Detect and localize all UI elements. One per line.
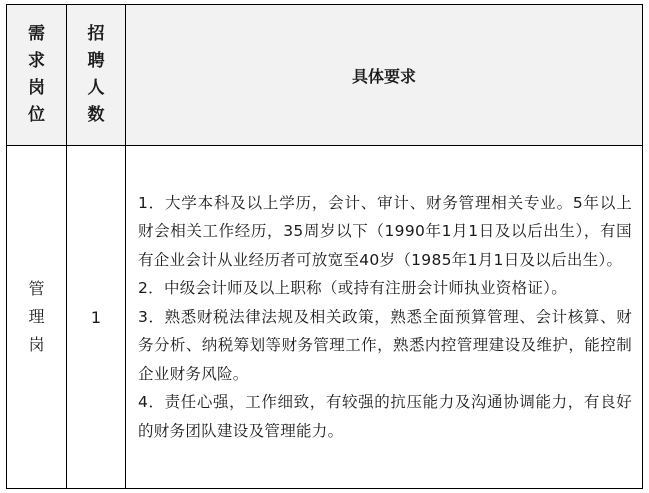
cell-position [7, 146, 67, 489]
requirement-item-4: 4．责任心强，工作细致，有较强的抗压能力及沟通协调能力，有良好的财务团队建设及管理能力。 [138, 393, 632, 440]
table-row [7, 146, 643, 489]
recruitment-requirements-table [6, 4, 643, 489]
requirements-list [126, 183, 642, 452]
header-position-label: 需求岗位 [28, 24, 45, 125]
header-cell-position [7, 5, 67, 146]
cell-requirements [126, 146, 643, 489]
cell-headcount [67, 146, 126, 489]
header-requirements-label: 具体要求 [351, 66, 416, 86]
header-cell-requirements [126, 5, 643, 146]
requirement-item-1: 1．大学本科及以上学历，会计、审计、财务管理相关专业。5年以上财会相关工作经历，35周岁以下（1990年1月1日及以后出生），有国有企业会计从业经历者可放宽至40岁（1985年1月1日及以后出生）。 [138, 193, 632, 269]
requirement-item-3: 3．熟悉财税法律法规及相关政策，熟悉全面预算管理、会计核算、财务分析、纳税筹划等财务管理工作，熟悉内控管理建设及维护，能控制企业财务风险。 [138, 307, 632, 383]
header-cell-headcount [67, 5, 126, 146]
headcount-value: 1 [90, 307, 102, 327]
table-header-row [7, 5, 643, 146]
requirement-item-2: 2．中级会计师及以上职称（或持有注册会计师执业资格证）。 [138, 279, 568, 298]
header-headcount-label: 招聘人数 [87, 24, 105, 125]
position-value: 管理岗 [28, 279, 45, 354]
